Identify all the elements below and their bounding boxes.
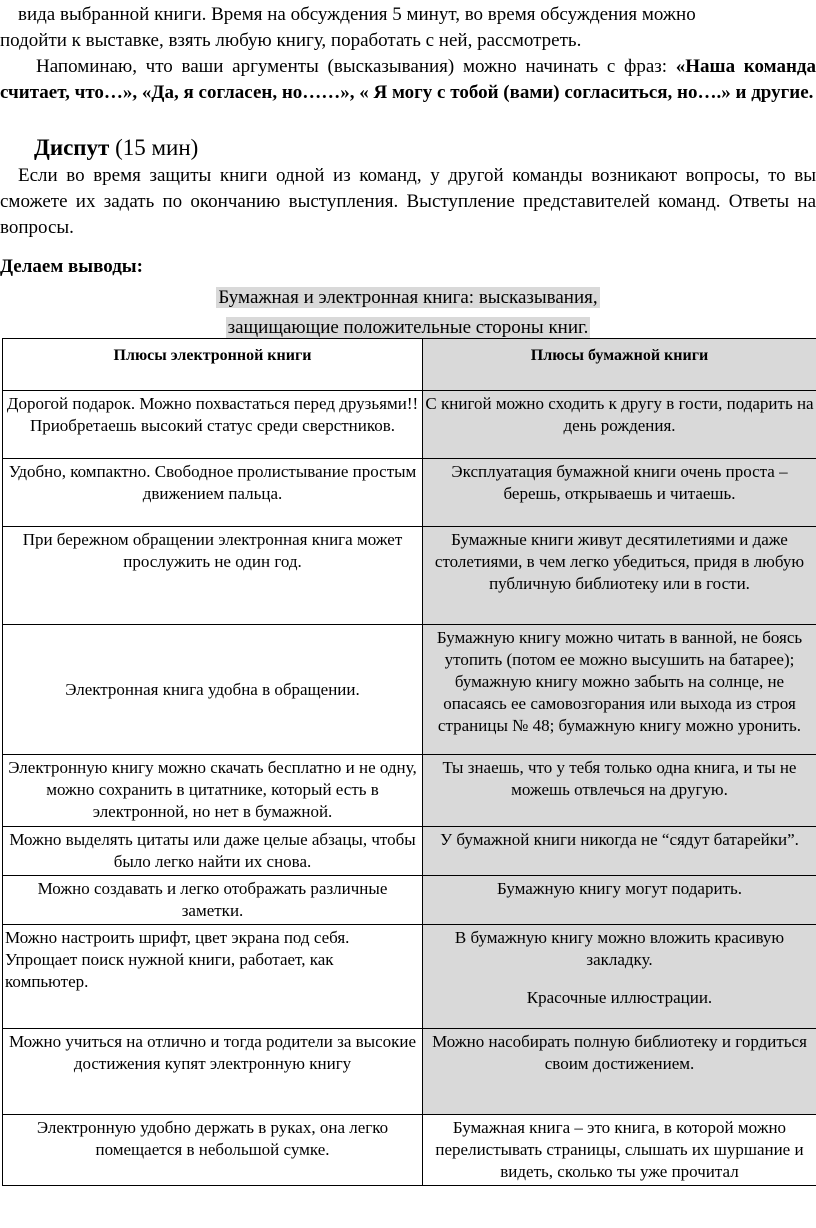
intro-line-2: подойти к выставке, взять любую книгу, поработать с ней, рассмотреть. bbox=[0, 30, 582, 51]
header-paper: Плюсы бумажной книги bbox=[423, 339, 816, 391]
disput-duration: (15 мин) bbox=[109, 135, 199, 160]
reminder-prefix: Напоминаю, что ваши аргументы (высказывания) можно начинать с фраз: bbox=[36, 56, 676, 77]
paper-cell bbox=[423, 925, 816, 1029]
electronic-cell: Электронная книга удобна в обращении. bbox=[3, 625, 423, 755]
paper-cell: С книгой можно сходить к другу в гости, подарить на день рождения. bbox=[423, 391, 816, 459]
electronic-cell: Можно создавать и легко отображать различные заметки. bbox=[3, 876, 423, 925]
electronic-cell: Можно учиться на отлично и тогда родители за высокие достижения купят электронную книгу bbox=[3, 1029, 423, 1115]
paper-cell-extra: Красочные иллюстрации. bbox=[526, 988, 713, 1007]
electronic-cell: Электронную книгу можно скачать бесплатно и не одну, можно сохранить в цитатнике, который есть в электронной, но нет в бумажной. bbox=[3, 755, 423, 827]
table-caption bbox=[0, 283, 816, 343]
disput-title: Диспут bbox=[34, 135, 110, 160]
comparison-table bbox=[2, 338, 816, 1186]
table-row bbox=[3, 827, 816, 876]
paper-cell: Бумажные книги живут десятилетиями и даже столетиями, в чем легко убедиться, придя в любую публичную библиотеку или в гости. bbox=[423, 527, 816, 625]
table-row bbox=[3, 459, 816, 527]
caption-line-1: Бумажная и электронная книга: высказывания, bbox=[218, 287, 598, 308]
disput-text: Если во время защиты книги одной из команд, у другой команды возникают вопросы, то вы сможете их задать по окончанию выступления. Выступление представителей команд. Ответы на вопросы. bbox=[0, 165, 816, 238]
electronic-cell: Удобно, компактно. Свободное пролистывание простым движением пальца. bbox=[3, 459, 423, 527]
electronic-cell: Дорогой подарок. Можно похвастаться перед друзьями!! Приобретаешь высокий статус среди сверстников. bbox=[3, 391, 423, 459]
paper-cell: Ты знаешь, что у тебя только одна книга, и ты не можешь отвлечься на другую. bbox=[423, 755, 816, 827]
electronic-cell: Можно выделять цитаты или даже целые абзацы, чтобы было легко найти их снова. bbox=[3, 827, 423, 876]
electronic-cell: Электронную удобно держать в руках, она легко помещается в небольшой сумке. bbox=[3, 1115, 423, 1186]
paper-cell: Эксплуатация бумажной книги очень проста – берешь, открываешь и читаешь. bbox=[423, 459, 816, 527]
table-row bbox=[3, 876, 816, 925]
paper-cell: Можно насобирать полную библиотеку и гордиться своим достижением. bbox=[423, 1029, 816, 1115]
reminder-phrases: «Наша команда считает, что…», «Да, я согласен, но……», « Я могу с тобой (вами) согласиться, но….» и другие. bbox=[0, 56, 816, 103]
table-row bbox=[3, 527, 816, 625]
table-row bbox=[3, 925, 816, 1029]
electronic-cell: При бережном обращении электронная книга может прослужить не один год. bbox=[3, 527, 423, 625]
caption-line-2: защищающие положительные стороны книг. bbox=[227, 317, 589, 338]
table-header-row bbox=[3, 339, 816, 391]
table-row bbox=[3, 1029, 816, 1115]
table-row bbox=[3, 1115, 816, 1186]
paper-cell: Бумажную книгу могут подарить. bbox=[423, 876, 816, 925]
paper-cell: Бумажную книгу можно читать в ванной, не боясь утопить (потом ее можно высушить на батарее); бумажную книгу можно забыть на солнце, не опасаясь ее самовозгорания или выхода из строя страницы № 48; бумажную книгу можно уронить. bbox=[423, 625, 816, 755]
conclusions-heading: Делаем выводы: bbox=[0, 256, 143, 277]
intro-line-1: вида выбранной книги. Время на обсуждения 5 минут, во время обсуждения можно bbox=[18, 4, 696, 25]
header-electronic: Плюсы электронной книги bbox=[3, 339, 423, 391]
disput-heading bbox=[34, 133, 816, 163]
disput-paragraph bbox=[0, 163, 816, 241]
table-row bbox=[3, 625, 816, 755]
reminder-paragraph bbox=[0, 54, 816, 106]
electronic-cell: Можно настроить шрифт, цвет экрана под себя. Упрощает поиск нужной книги, работает, как компьютер. bbox=[3, 925, 423, 1029]
paper-cell: Бумажная книга – это книга, в которой можно перелистывать страницы, слышать их шуршание и видеть, сколько ты уже прочитал bbox=[423, 1115, 816, 1186]
paper-cell: У бумажной книги никогда не “сядут батарейки”. bbox=[423, 827, 816, 876]
paper-cell-text: В бумажную книгу можно вложить красивую закладку. bbox=[454, 928, 785, 969]
table-row bbox=[3, 755, 816, 827]
table-row bbox=[3, 391, 816, 459]
